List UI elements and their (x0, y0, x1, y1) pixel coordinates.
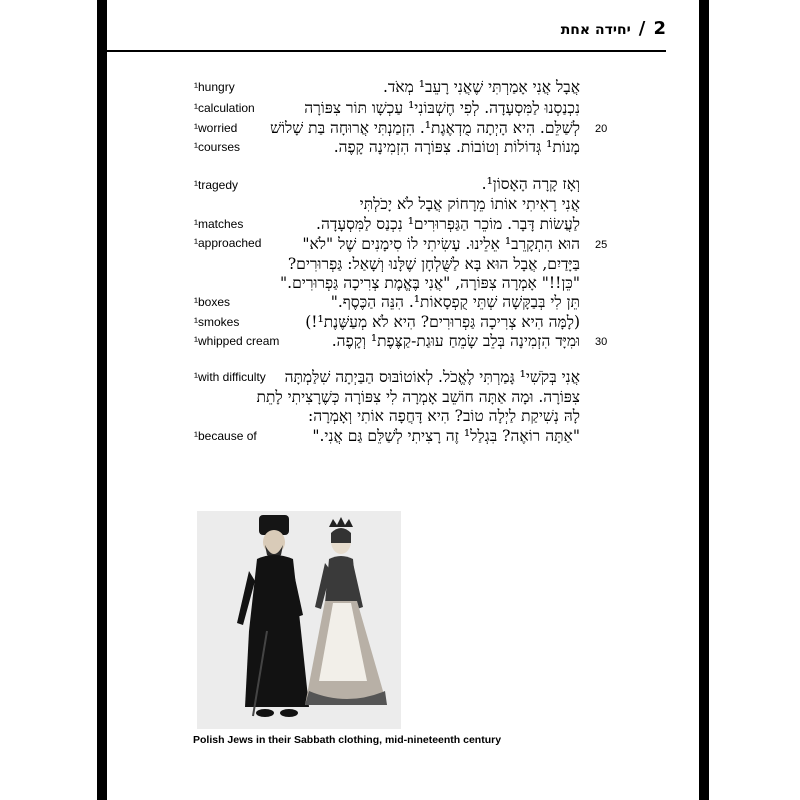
text-line: מָנוֹת¹ גְּדוֹלוֹת וְטוֹבוֹת. צִפּוֹרָה הִזְמִינָה קָפֶה. (333, 138, 580, 156)
text-line: אֲנִי רָאִיתִי אוֹתוֹ מֵרָחוֹק אֲבָל לֹא יָכֹלְתִּי (359, 195, 580, 213)
text-line: הוּא הִתְקָרֵב¹ אֵלֵינוּ. עָשִׂיתִי לוֹ סִימָנִים שֶׁל "לֹא" (302, 235, 580, 253)
page-header (107, 18, 666, 39)
text-line: (לָמָּה הִיא צְרִיכָה גַּפְרוּרִים? הִיא לֹא מְעַשֶּׁנֶת¹!) (305, 313, 580, 331)
text-line: לָהּ נְשִׁיקַת לַיְלָה טוֹב? הִיא דָּחֲפָה אוֹתִי וְאָמְרָה: (307, 407, 580, 425)
text-line: אֲנִי בְּקֹשִׁי¹ גָּמַרְתִּי לֶאֱכֹל. לְאוֹטוֹבּוּס הַבַּיְתָה שִׁלַּמְתָּה (284, 368, 580, 386)
text-line: "אַתָּה רוֹאֶה? בִּגְלַל¹ זֶה רָצִיתִי לְשַׁלֵּם גַּם אֲנִי." (312, 427, 580, 445)
gloss-courses: ¹courses (194, 140, 241, 154)
unit-title: יחידה אחת (560, 22, 631, 38)
text-line: נִכְנַסְנוּ לַמִּסְעָדָה. לְפִי חֶשְׁבּוֹנִי¹ עַכְשָׁו תּוֹר צִפּוֹרָה (304, 99, 580, 117)
engraving-illustration (197, 511, 401, 729)
gloss-whipped-cream: ¹whipped cream (194, 334, 280, 348)
gloss-tragedy: ¹tragedy (194, 178, 239, 192)
text-line: "כֵּן!!" אָמְרָה צִפּוֹרָה, "אֲנִי בֶּאֱמֶת צְרִיכָה גַּפְרוּרִים." (280, 274, 580, 292)
line-number: 25 (595, 239, 608, 251)
line-number: 30 (595, 336, 608, 348)
text-line: תֵּן לִי בְּבַקָּשָׁה שְׁתֵּי קֻפְסָאוֹת¹. הִנֵּה הַכֶּסֶף." (330, 293, 580, 311)
gloss-approached: ¹approached (194, 236, 262, 250)
text-line: וּמִיָּד הִזְמִינָה בְּלֵב שָׂמֵחַ עוּגַת-קַצֶּפֶת¹ וְקָפֶה. (331, 332, 580, 350)
gloss-with-difficulty: ¹with difficulty (194, 370, 266, 384)
left-black-margin (97, 0, 107, 800)
line-number: 20 (595, 123, 608, 135)
gloss-because-of: ¹because of (194, 429, 257, 443)
gloss-smokes: ¹smokes (194, 315, 240, 329)
header-rule (107, 50, 666, 52)
gloss-matches: ¹matches (194, 217, 244, 231)
header-separator: / (638, 18, 646, 39)
gloss-calculation: ¹calculation (194, 101, 255, 115)
text-line: לְשַׁלֵּם. הִיא הָיְתָה מֻדְאֶגֶת¹. הִזְמַנְתִּי אֲרוּחָה בַּת שָׁלוֹשׁ (270, 119, 580, 137)
text-line: צִפּוֹרָה. וּמָה אַתָּה חוֹשֵׁב אָמְרָה לִי צִפּוֹרָה כְּשֶׁרָצִיתִי לָתֵת (256, 388, 580, 406)
textbook-page (107, 0, 699, 800)
figure-caption: Polish Jews in their Sabbath clothing, mid-nineteenth century (193, 734, 502, 746)
page-number: 2 (653, 18, 666, 39)
gloss-hungry: ¹hungry (194, 80, 235, 94)
text-line: בַּיָּדַיִם, אֲבָל הוּא בָּא לַשֻּׁלְחָן שֶׁלָּנוּ וְשָׁאַל: גַּפְרוּרִים? (287, 255, 580, 273)
text-line: וְאָז קָרָה הָאָסוֹן¹. (481, 175, 580, 193)
text-line: לַעֲשׂוֹת דָּבָר. מוֹכֵר הַגַּפְרוּרִים¹ נִכְנַס לַמִּסְעָדָה. (316, 215, 580, 233)
gloss-worried: ¹worried (194, 121, 238, 135)
gloss-boxes: ¹boxes (194, 295, 231, 309)
sabbath-clothing-engraving (197, 511, 401, 729)
right-black-margin (699, 0, 709, 800)
text-line: אֲבָל אֲנִי אָמַרְתִּי שֶׁאֲנִי רָעֵב¹ מְאֹד. (382, 78, 580, 96)
